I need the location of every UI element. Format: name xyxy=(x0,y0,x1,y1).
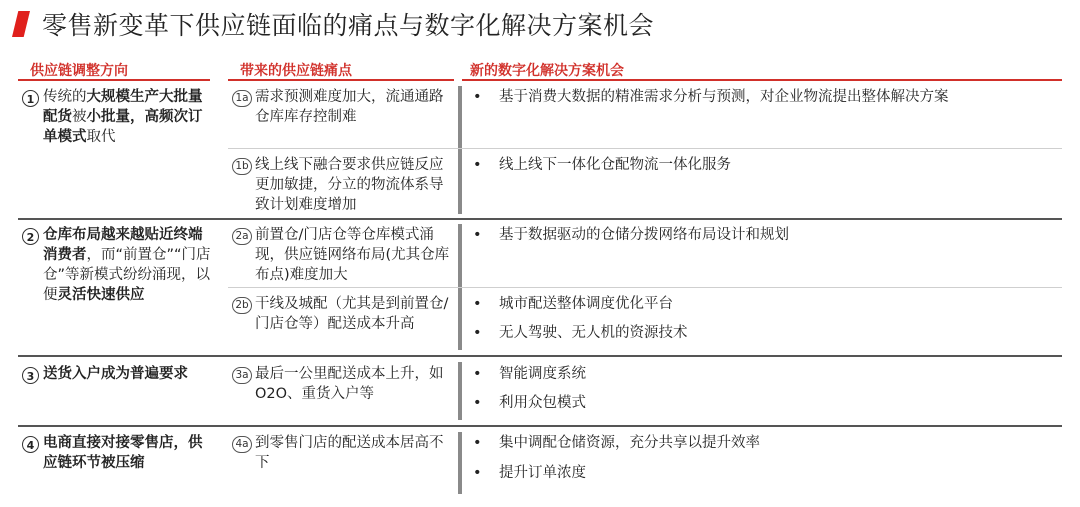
direction-2: 仓库布局越来越贴近终端消费者，而“前置仓”“门店仓”等新模式纷纷涌现，以便灵活快速供应 xyxy=(43,227,211,303)
pain-tag-4a: 4a xyxy=(232,436,252,453)
solution-2b-1: • 城市配送整体调度优化平台 xyxy=(473,296,673,312)
pain-tag-2a: 2a xyxy=(232,228,252,245)
pain-tag-3a: 3a xyxy=(232,367,252,384)
row-number-3: 3 xyxy=(22,367,39,384)
solution-2a-1: • 基于数据驱动的仓储分拨网络布局设计和规划 xyxy=(473,227,789,243)
header-solution: 新的数字化解决方案机会 xyxy=(470,63,624,79)
pain-3a: 最后一公里配送成本上升，如O2O、重货入户等 xyxy=(255,366,444,402)
header-pain: 带来的供应链痛点 xyxy=(240,63,352,79)
solution-1b-1: • 线上线下一体化仓配物流一体化服务 xyxy=(473,157,731,173)
pain-1b: 线上线下融合要求供应链反应更加敏捷，分立的物流体系导致计划难度增加 xyxy=(255,157,444,213)
pain-4a: 到零售门店的配送成本居高不下 xyxy=(255,435,444,471)
header-underline-solution xyxy=(462,79,1062,81)
solution-3a-2: • 利用众包模式 xyxy=(473,395,586,411)
pain-1a: 需求预测难度加大，流通通路仓库库存控制难 xyxy=(255,89,444,125)
header-underline-pain xyxy=(228,79,454,81)
row-number-4: 4 xyxy=(22,436,39,453)
direction-3: 送货入户成为普遍要求 xyxy=(43,366,188,382)
divider-bar-3 xyxy=(458,362,462,420)
row-separator xyxy=(228,148,1062,149)
pain-2b: 干线及城配（尤其是到前置仓/门店仓等）配送成本升高 xyxy=(255,296,449,332)
row-number-1: 1 xyxy=(22,90,39,107)
solution-3a-1: • 智能调度系统 xyxy=(473,366,586,382)
row-separator-major xyxy=(18,218,1062,220)
row-separator-major xyxy=(18,425,1062,427)
pain-2a: 前置仓/门店仓等仓库模式涌现，供应链网络布局(尤其仓库布点)难度加大 xyxy=(255,227,450,283)
title-accent-mark xyxy=(12,11,30,37)
pain-tag-2b: 2b xyxy=(232,297,252,314)
direction-4: 电商直接对接零售店，供应链环节被压缩 xyxy=(43,435,203,471)
divider-bar-4 xyxy=(458,432,462,494)
page-title: 零售新变革下供应链面临的痛点与数字化解决方案机会 xyxy=(42,11,655,40)
direction-1: 传统的大规模生产大批量配货被小批量，高频次订单模式取代 xyxy=(43,89,203,145)
title-bar xyxy=(12,6,654,42)
solution-4a-2: • 提升订单浓度 xyxy=(473,465,586,481)
solution-4a-1: • 集中调配仓储资源，充分共享以提升效率 xyxy=(473,435,760,451)
pain-tag-1b: 1b xyxy=(232,158,252,175)
header-direction: 供应链调整方向 xyxy=(30,63,128,79)
row-separator xyxy=(228,287,1062,288)
solution-1a-1: • 基于消费大数据的精准需求分析与预测，对企业物流提出整体解决方案 xyxy=(473,89,949,105)
row-number-2: 2 xyxy=(22,228,39,245)
divider-bar-1 xyxy=(458,86,462,214)
pain-tag-1a: 1a xyxy=(232,90,252,107)
solution-2b-2: • 无人驾驶、无人机的资源技术 xyxy=(473,325,688,341)
header-underline-direction xyxy=(18,79,210,81)
row-separator-major xyxy=(18,355,1062,357)
